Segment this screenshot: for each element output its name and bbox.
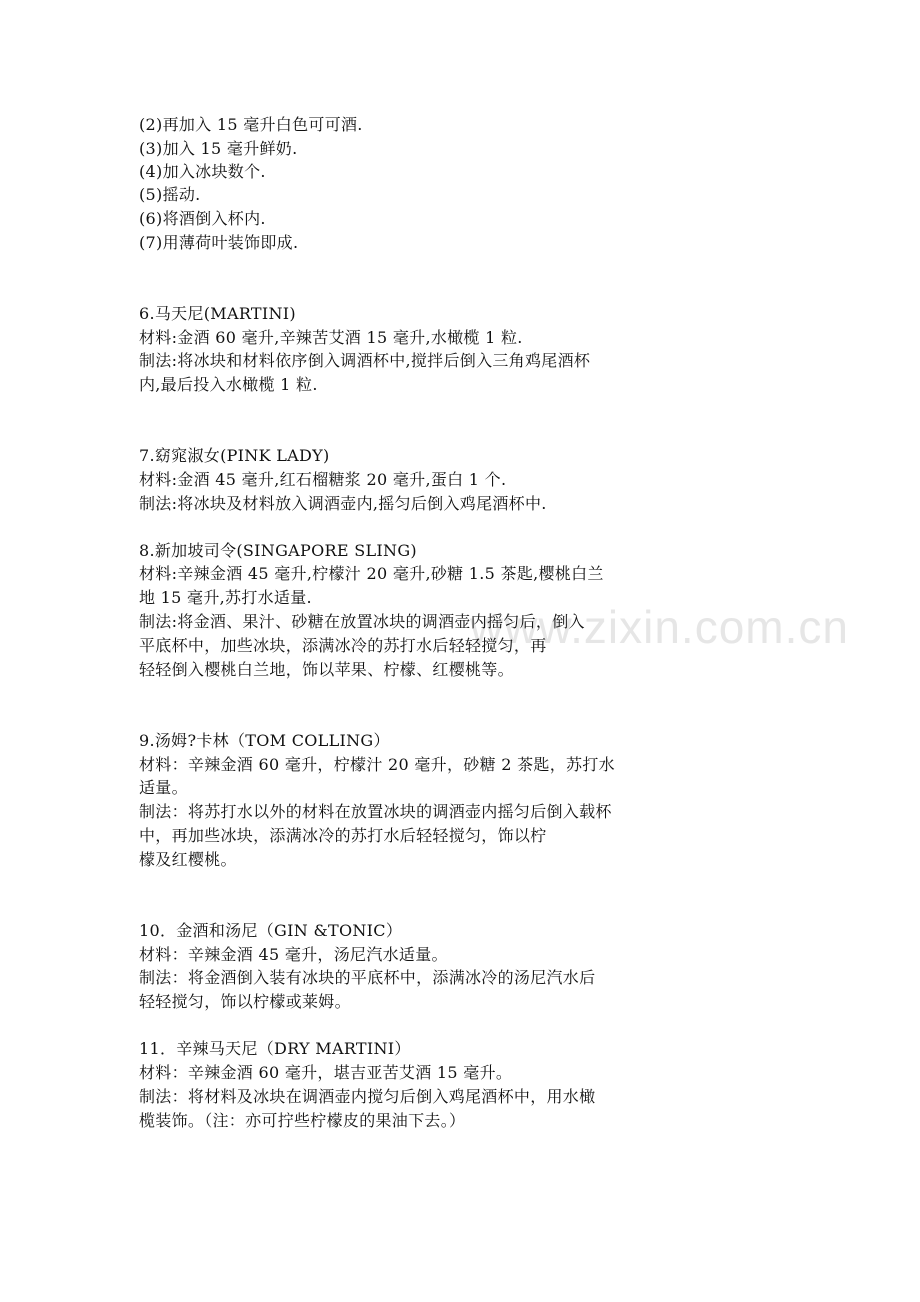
section-heading: 10．金酒和汤尼（GIN &TONIC） xyxy=(139,921,403,940)
text-line: (2)再加入 15 毫升白色可可酒. xyxy=(139,115,363,134)
section-heading: 7.窈窕淑女(PINK LADY) xyxy=(139,446,330,465)
text-line: 材料：辛辣金酒 60 毫升，堪吉亚苦艾酒 15 毫升。 xyxy=(139,1063,513,1082)
watermark-text: www.zixin.com.cn xyxy=(470,601,849,653)
text-line: 材料:辛辣金酒 45 毫升,柠檬汁 20 毫升,砂糖 1.5 茶匙,樱桃白兰 xyxy=(139,564,604,583)
text-line: 材料:金酒 45 毫升,红石榴糖浆 20 毫升,蛋白 1 个. xyxy=(139,470,507,489)
section-heading: 6.马天尼(MARTINI) xyxy=(139,304,296,323)
text-line: 平底杯中，加些冰块，添满冰冷的苏打水后轻轻搅匀，再 xyxy=(139,636,547,655)
text-line: 轻轻搅匀，饰以柠檬或莱姆。 xyxy=(139,992,351,1011)
text-line: 制法:将金酒、果汁、砂糖在放置冰块的调酒壶内摇匀后，倒入 xyxy=(139,612,585,631)
text-line: 制法:将冰块和材料依序倒入调酒杯中,搅拌后倒入三角鸡尾酒杯 xyxy=(139,351,591,370)
text-line: 材料：辛辣金酒 60 毫升，柠檬汁 20 毫升，砂糖 2 茶匙，苏打水 xyxy=(139,755,615,774)
text-line: 内,最后投入水橄榄 1 粒. xyxy=(139,375,318,394)
text-line: (5)摇动. xyxy=(139,185,201,204)
text-line: 制法:将冰块及材料放入调酒壶内,摇匀后倒入鸡尾酒杯中. xyxy=(139,494,547,513)
text-line: 榄装饰。（注：亦可拧些柠檬皮的果油下去。） xyxy=(139,1111,466,1130)
text-line: (3)加入 15 毫升鲜奶. xyxy=(139,139,298,158)
text-line: 材料：辛辣金酒 45 毫升，汤尼汽水适量。 xyxy=(139,945,448,964)
text-line: 适量。 xyxy=(139,778,188,797)
text-line: (4)加入冰块数个. xyxy=(139,162,266,181)
section-heading: 11．辛辣马天尼（DRY MARTINI） xyxy=(139,1039,411,1058)
text-line: 地 15 毫升,苏打水适量. xyxy=(139,588,312,607)
text-line: 材料:金酒 60 毫升,辛辣苦艾酒 15 毫升,水橄榄 1 粒. xyxy=(139,328,523,347)
text-line: 制法：将苏打水以外的材料在放置冰块的调酒壶内摇匀后倒入载杯 xyxy=(139,802,612,821)
section-heading: 8.新加坡司令(SINGAPORE SLING) xyxy=(139,541,417,560)
text-line: (6)将酒倒入杯内. xyxy=(139,209,266,228)
text-line: (7)用薄荷叶装饰即成. xyxy=(139,233,299,252)
text-line: 轻轻倒入樱桃白兰地，饰以苹果、柠檬、红樱桃等。 xyxy=(139,660,514,679)
text-line: 中，再加些冰块，添满冰冷的苏打水后轻轻搅匀，饰以柠 xyxy=(139,826,547,845)
text-line: 制法：将材料及冰块在调酒壶内搅匀后倒入鸡尾酒杯中，用水橄 xyxy=(139,1087,596,1106)
text-line: 制法：将金酒倒入装有冰块的平底杯中，添满冰冷的汤尼汽水后 xyxy=(139,968,596,987)
text-line: 檬及红樱桃。 xyxy=(139,850,237,869)
section-heading: 9.汤姆?卡林（TOM COLLING） xyxy=(139,731,390,750)
